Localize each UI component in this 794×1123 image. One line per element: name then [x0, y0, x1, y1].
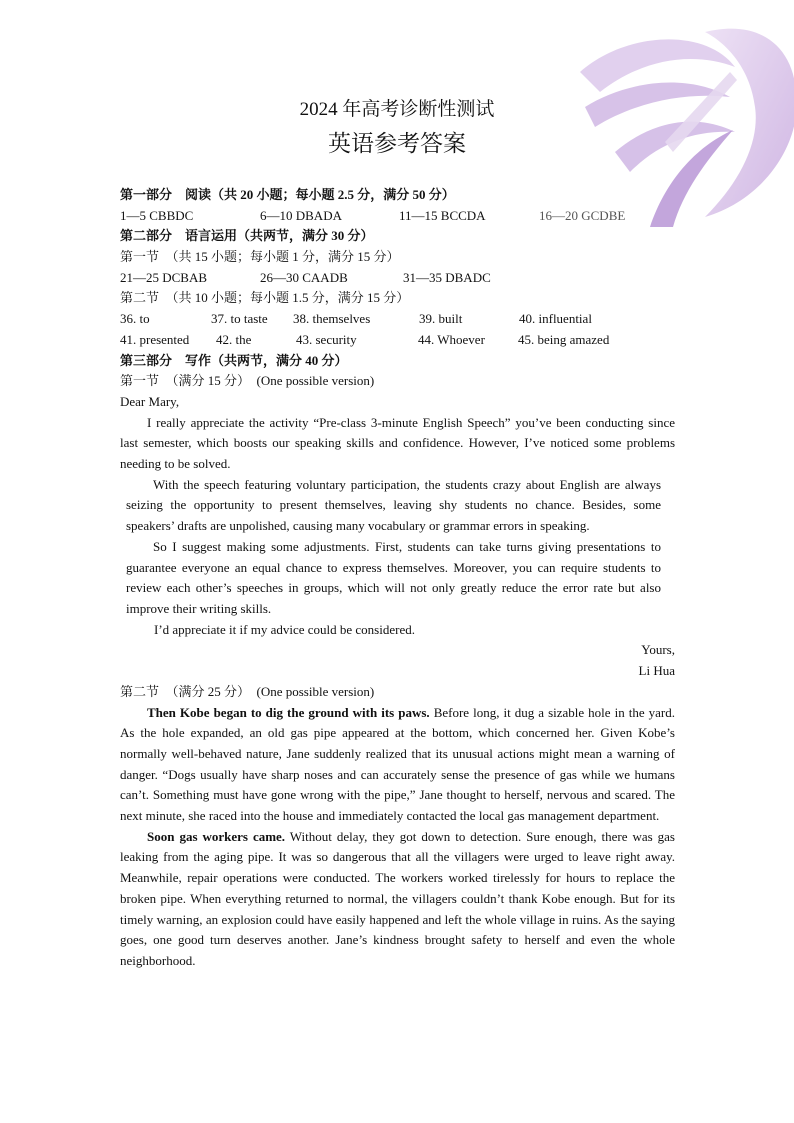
story-paragraph — [120, 827, 675, 972]
answer-group: 1—5 CBBDC — [120, 207, 194, 223]
part3-heading: 第三部分 写作（共两节，满分 40 分） — [120, 352, 348, 368]
part2-heading: 第二部分 语言运用（共两节，满分 30 分） — [120, 228, 374, 244]
letter-paragraph: I really appreciate the activity “Pre-class 3-minute English Speech” you’ve been conducting since last semester, which boosts our speaking skills and confidence. However, I’ve noticed some problems needing to be solved. — [120, 414, 675, 472]
letter-closing: Yours, — [641, 642, 675, 658]
exam-title: 2024 年高考诊断性测试 — [299, 99, 495, 120]
answer-item: 40. influential — [519, 311, 592, 327]
part1-heading: 第一部分 阅读（共 20 小题；每小题 2.5 分，满分 50 分） — [120, 187, 455, 202]
part1-answers-row — [120, 206, 675, 227]
answer-group: 16—20 GCDBE — [539, 207, 626, 223]
answer-item: 39. built — [419, 311, 463, 327]
answer-group: 31—35 DBADC — [403, 269, 491, 285]
answer-item: 38. themselves — [293, 311, 371, 327]
answer-item: 37. to taste — [211, 311, 268, 327]
part2-section1-heading: 第一节 （共 15 小题；每小题 1 分，满分 15 分） — [120, 249, 400, 265]
part2-section2-answers-row2 — [120, 330, 675, 351]
answer-item: 45. being amazed — [518, 331, 610, 347]
story-lead-sentence: Then Kobe began to dig the ground with its paws. — [147, 704, 430, 720]
part3-section2-heading: 第二节 （满分 25 分） (One possible version) — [120, 683, 375, 699]
answer-item: 44. Whoever — [418, 331, 485, 347]
letter-greeting: Dear Mary, — [120, 393, 180, 409]
letter-signature: Li Hua — [638, 663, 675, 679]
answer-group: 11—15 BCCDA — [399, 207, 486, 223]
answer-item: 36. to — [120, 311, 150, 327]
answer-group: 21—25 DCBAB — [120, 269, 208, 285]
letter-paragraph: So I suggest making some adjustments. First, students can take turns giving presentations to guarantee everyone an equal chance to express themselves. Moreover, you can require students to review each other’s speeches in groups, which will not only greatly reduce the error rate but also improve their writing skills. — [126, 538, 661, 616]
answer-key-content — [120, 185, 675, 972]
answer-group: 26—30 CAADB — [260, 269, 348, 285]
answer-item: 42. the — [216, 331, 252, 347]
story-text: Before long, it dug a sizable hole in the yard. As the hole expanded, an old gas pipe appeared at the bottom, which concerned her. Given Kobe’s normally well-behaved nature, Jane suddenly realized that its unusual actions might mean a warning of danger. “Dogs usually have sharp noses and can accurately sense the presence of gas while we humans can’t. Something must have gone wrong with the pipe,” Jane thought to herself, nervous and scared. The next minute, she raced into the house and immediately contacted the local gas management department. — [120, 704, 675, 824]
part2-section2-heading: 第二节 （共 10 小题；每小题 1.5 分，满分 15 分） — [120, 290, 410, 306]
part2-section1-answers-row — [120, 268, 675, 289]
part2-section2-answers-row1 — [120, 309, 675, 330]
story-lead-sentence: Soon gas workers came. — [147, 828, 286, 844]
answer-item: 41. presented — [120, 331, 190, 347]
answer-key-title: 英语参考答案 — [328, 131, 466, 156]
letter-paragraph: I’d appreciate it if my advice could be considered. — [154, 621, 415, 637]
part3-section1-heading: 第一节 （满分 15 分） (One possible version) — [120, 373, 375, 389]
answer-group: 6—10 DBADA — [260, 207, 342, 223]
story-text: Without delay, they got down to detection. Sure enough, there was gas leaking from the aging pipe. It was so dangerous that all the villagers were urged to leave right away. Meanwhile, repair operations were conducted. The workers worked tirelessly for hours to replace the broken pipe. When everything returned to normal, the villagers couldn’t thank Kobe enough. But for its timely warning, an explosion could have easily happened and left the whole village in ruins. As the saying goes, one good turn deserves another. Jane’s kindness brought safety to herself and even the whole neighborhood. — [120, 828, 675, 968]
story-paragraph — [120, 703, 675, 827]
answer-item: 43. security — [296, 331, 357, 347]
letter-paragraph: With the speech featuring voluntary participation, the students crazy about English are always seizing the opportunity to present themselves, leaving shy students no chance. Besides, some speakers’ drafts are unpolished, causing many vocabulary or grammar errors in speaking. — [126, 476, 661, 534]
